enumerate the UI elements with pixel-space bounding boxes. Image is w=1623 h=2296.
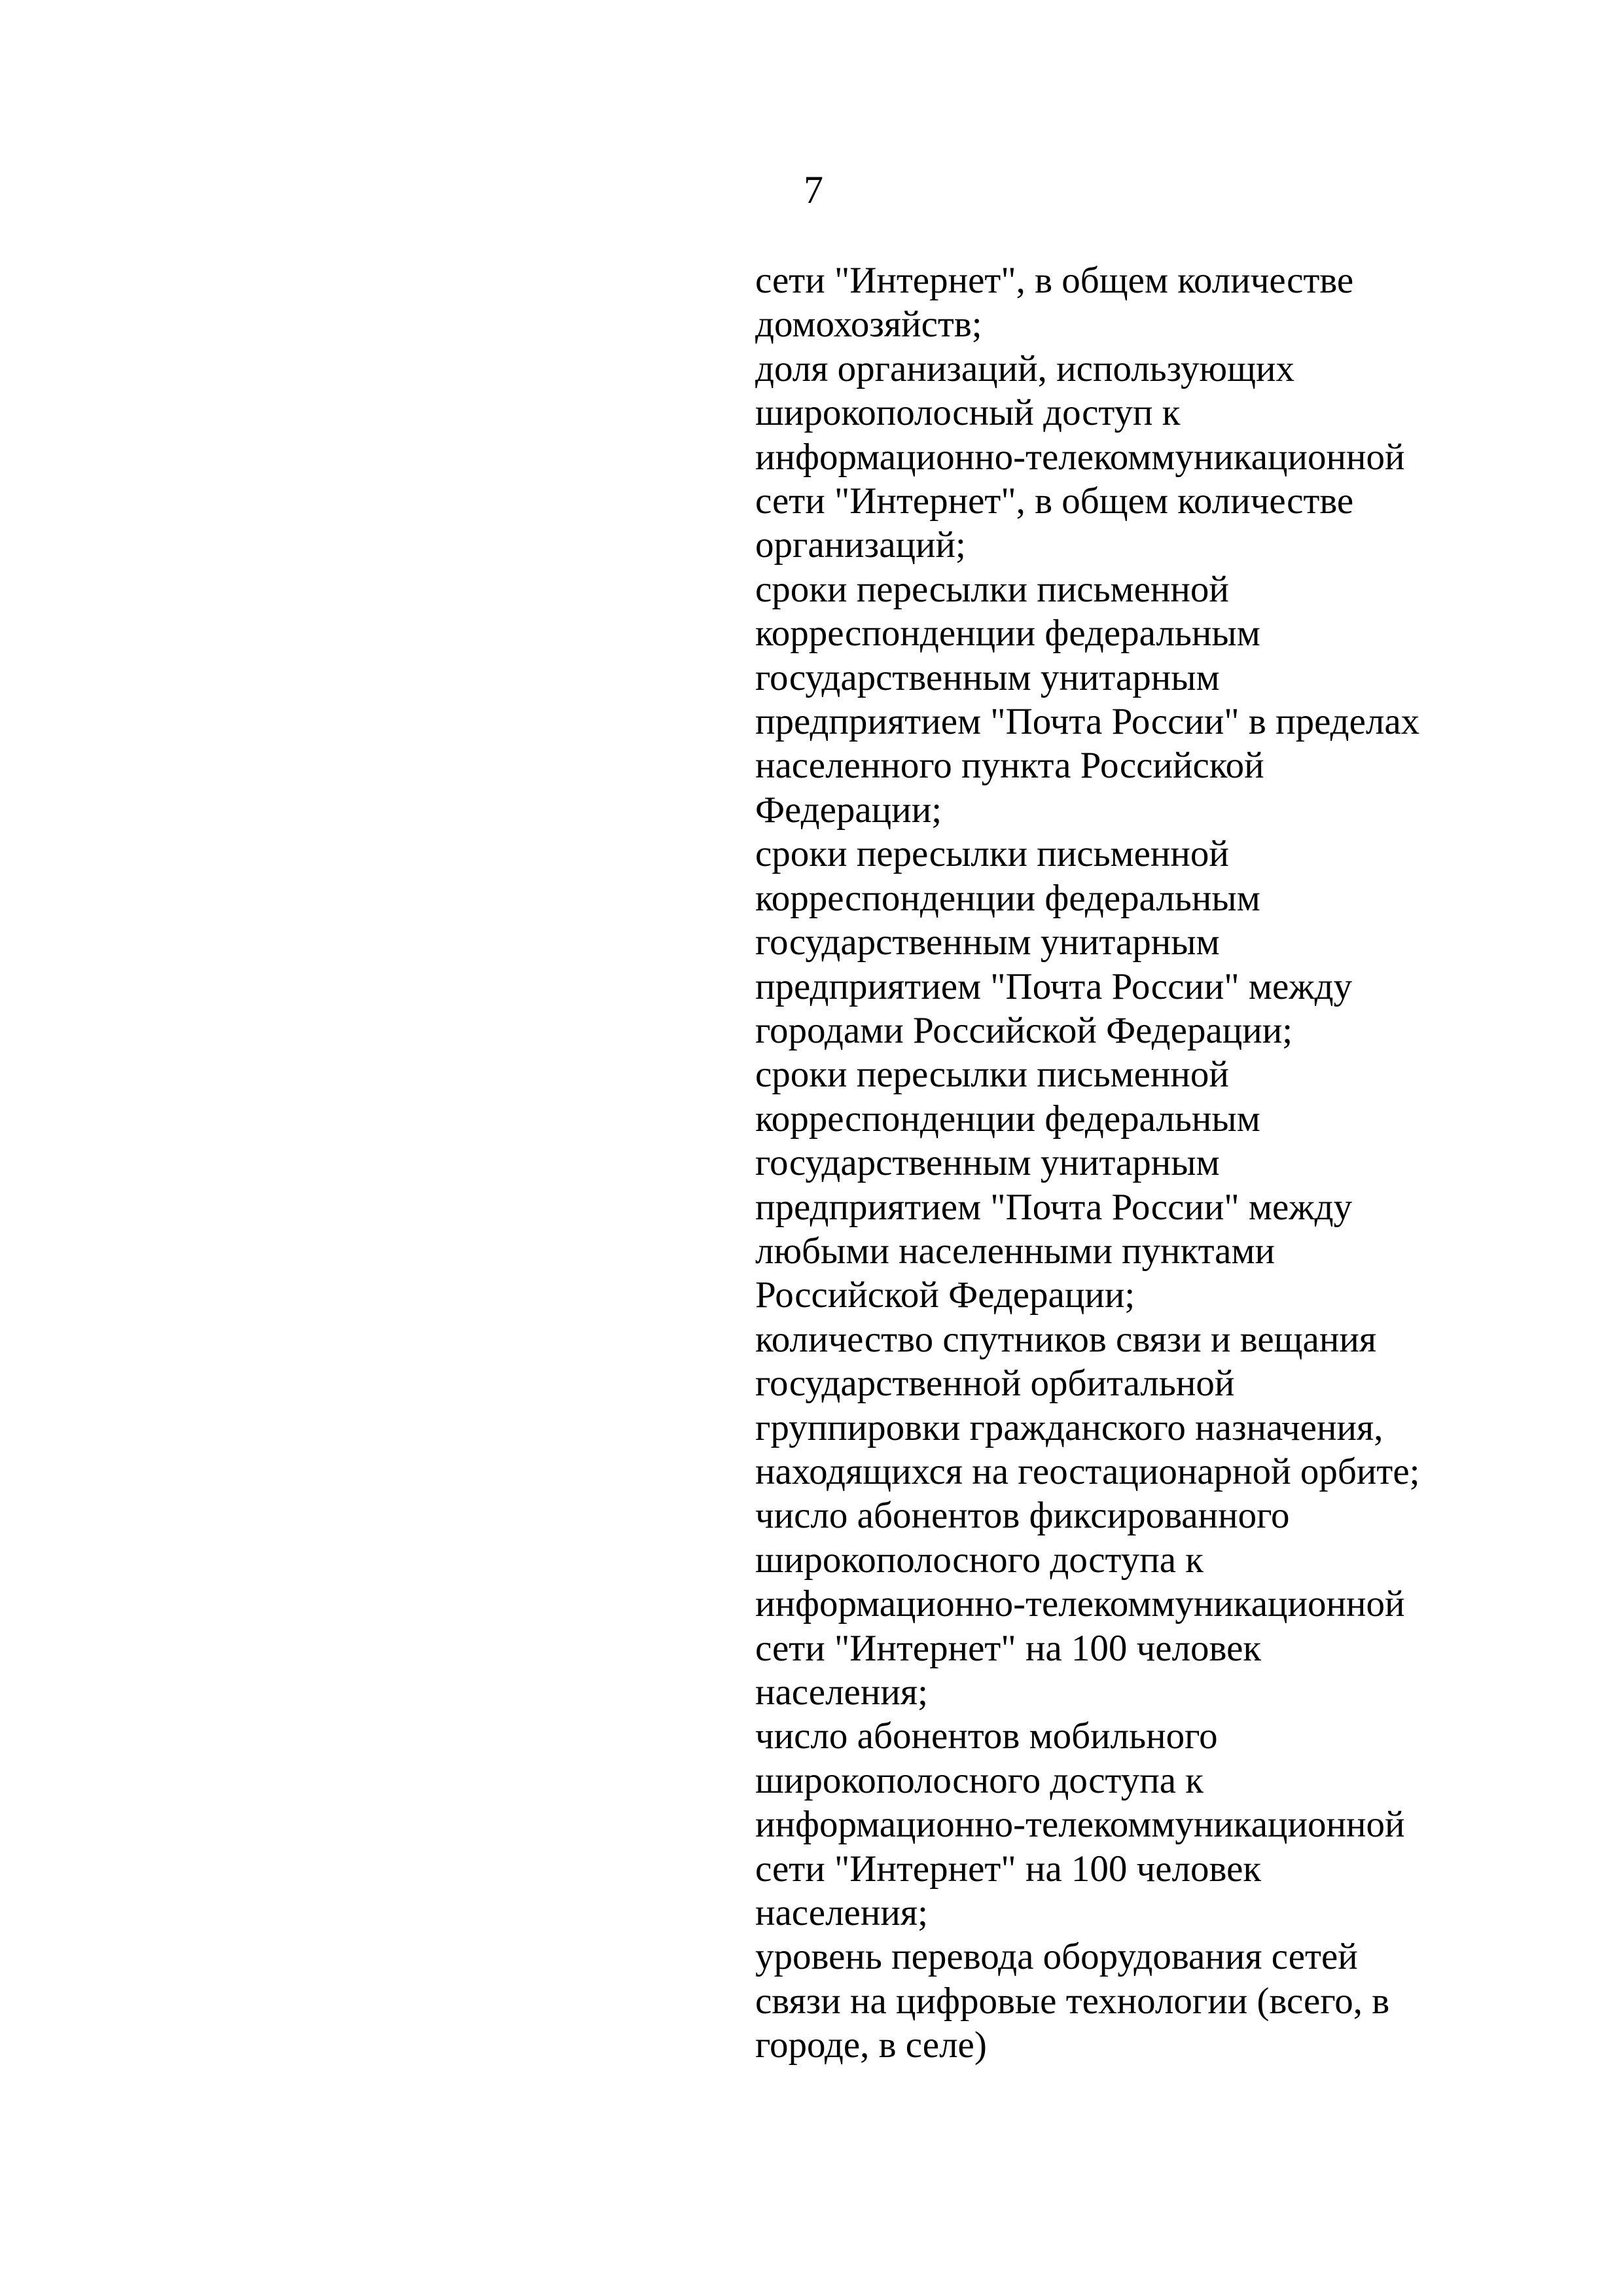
text-line: сроки пересылки письменной [755,568,1229,610]
text-line: населения; [755,1672,928,1713]
text-line: число абонентов мобильного [755,1715,1218,1757]
text-line: населения; [755,1892,928,1934]
text-line: группировки гражданского назначения, [755,1407,1383,1448]
text-line: государственным унитарным [755,656,1220,698]
text-line: сети "Интернет" на 100 человек [755,1627,1262,1669]
text-line: широкополосного доступа к [755,1759,1204,1801]
text-line: Российской Федерации; [755,1274,1135,1316]
text-line: число абонентов фиксированного [755,1495,1290,1537]
text-line: государственным унитарным [755,1142,1220,1184]
text-line: сроки пересылки письменной [755,833,1229,875]
text-line: широкополосного доступа к [755,1539,1204,1581]
text-line: сети "Интернет" на 100 человек [755,1848,1262,1890]
text-line: информационно-телекоммуникационной [755,1583,1405,1625]
text-line: домохозяйств; [755,304,982,346]
text-line: Федерации; [755,789,942,831]
text-line: предприятием "Почта России" между [755,965,1353,1007]
text-line: корреспонденции федеральным [755,1098,1260,1139]
text-line: корреспонденции федеральным [755,877,1260,919]
text-line: городами Российской Федерации; [755,1009,1293,1051]
text-line: находящихся на геостационарной орбите; [755,1450,1420,1492]
text-line: сети "Интернет", в общем количестве [755,480,1354,522]
text-line: уровень перевода оборудования сетей [755,1936,1358,1978]
text-line: предприятием "Почта России" между [755,1186,1353,1228]
text-line: организаций; [755,524,966,566]
text-line: количество спутников связи и вещания [755,1318,1377,1360]
document-text [755,259,1573,2068]
text-line: сети "Интернет", в общем количестве [755,260,1354,301]
text-line: информационно-телекоммуникационной [755,436,1405,478]
text-line: корреспонденции федеральным [755,613,1260,655]
text-line: любыми населенными пунктами [755,1230,1275,1272]
text-line: государственной орбитальной [755,1363,1235,1405]
text-line: государственным унитарным [755,922,1220,963]
page-number: 7 [804,168,823,211]
text-line: населенного пункта Российской [755,745,1264,787]
text-line: связи на цифровые технологии (всего, в [755,1980,1390,2022]
text-line: сроки пересылки письменной [755,1054,1229,1096]
text-line: информационно-телекоммуникационной [755,1804,1405,1846]
text-line: широкополосный доступ к [755,392,1181,434]
text-line: предприятием "Почта России" в пределах [755,701,1420,743]
text-line: доля организаций, использующих [755,348,1294,389]
text-line: городе, в селе) [755,2024,987,2066]
